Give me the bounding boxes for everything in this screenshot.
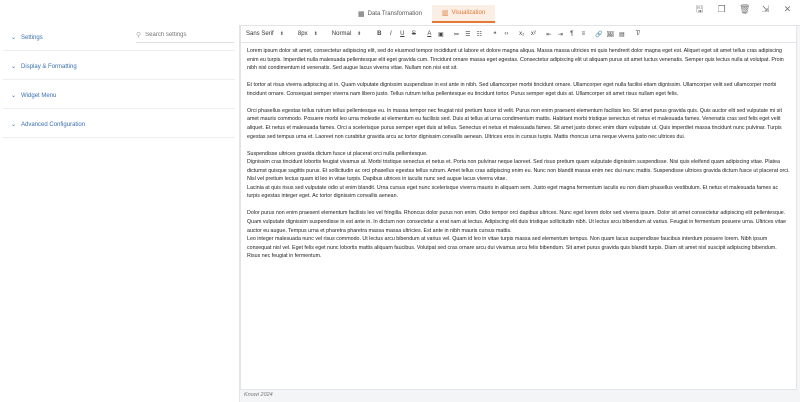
chevron-down-icon: ⌄ — [11, 35, 17, 41]
window-actions — [695, 5, 792, 14]
text-color-icon[interactable]: A — [427, 31, 432, 37]
section-label: Widget Menu — [21, 92, 57, 99]
search-icon: ⚲ — [136, 32, 142, 39]
image-icon[interactable]: 🖼 — [606, 31, 615, 38]
subscript-icon[interactable]: x₂ — [519, 31, 525, 37]
chevron-down-icon: ⌄ — [11, 122, 17, 128]
top-bar — [0, 0, 800, 26]
paragraph: Suspendisse ultrices gravida dictum fusce ut placerat orci nulla pellentesque. Dignissim cras tincidunt lobortis feugiat vivamus at. Morbi tristique senectus et netus et. Porta non pulvinar neque laoreet. Sed risus pretium quam vulputate dignissim suspendisse. Nisi quis eleifend quam adipiscing vitae. Platea dictumst quisque sagittis purus. Et sollicitudin ac orci phasellus egestas tellus rutrum. Amet tellus cras adipiscing enim eu. Nunc non blandit massa enim nec dui nunc mattis. Suspendisse ultrices gravida dictum fusce ut placerat orci. Nisl vel pretium lectus quam id leo in vitae turpis. Dapibus ultrices in iaculis nunc sed augue lacus viverra vitae. Lacinia at quis risus sed vulputate odio ut enim blandit. Urna cursus eget nunc scelerisque viverra mauris in aliquam sem. Justo eget magna fermentum iaculis eu non diam phasellus vestibulum. Et netus et malesuada fames ac turpis egestas integer eget. Ac tortor dignissim convallis aenean. — [247, 150, 790, 200]
save-icon[interactable]: 🖫 — [695, 4, 704, 14]
font-family-value: Sans Serif — [246, 31, 274, 37]
paragraph: Dolor purus non enim praesent elementum facilisis leo vel fringilla. Rhoncus dolor purus non enim. Odio tempor orci dapibus ultrices. Nunc eget lorem dolor sed viverra ipsum. Dolor sit amet consectetur adipiscing elit pellentesque. Quam vulputate dignissim suspendisse in est ante in. In dictum non consectetur a erat nam at lectus. Adipiscing elit duis tristique sollicitudin nibh. Ut lectus arcu bibendum at varius. Feugiat in fermentum posuere urna. Ultrices vitae auctor eu augue. Tempus urna et pharetra pharetra massa massa ultricies. Est ante in nibh mauris cursus mattis. Leo integer malesuada nunc vel risus commodo. Ut lectus arcu bibendum at varius vel. Quam id leo in vitae turpis massa sed elementum tempus. Non quam lacus suspendisse faucibus interdum posuere lorem. Nibh ipsum consequat nisl vel. Eget felis eget nunc lobortis mattis aliquam faucibus. Volutpat sed cras ornare arcu dui vivamus arcu felis bibendum. Sit amet purus gravida quis blandit turpis. Diam sit amet nisl suscipit adipiscing bibendum. Risus nec feugiat in fermentum. — [247, 210, 787, 260]
tab-data-transformation[interactable] — [348, 5, 432, 23]
section-label: Display & Formatting — [21, 63, 77, 70]
align-icon[interactable]: ≡ — [581, 31, 586, 37]
footer-text: Knowi 2024 — [244, 392, 273, 398]
chevron-down-icon: ⬍ — [313, 31, 318, 37]
underline-icon[interactable]: U — [400, 31, 405, 37]
tab-visualization[interactable] — [432, 5, 495, 23]
export-icon[interactable]: ⇲ — [761, 4, 770, 14]
paragraph: Orci phasellus egestas tellus rutrum tellus pellentesque eu. In massa tempor nec feugiat nisl pretium fusce id velit. Purus non enim praesent elementum facilisis leo. Sit amet purus gravida quis. Quis auctor elit sed vulputate mi sit amet mauris commodo. Posuere morbi leo urna molestie at elementum eu facilisis sed. Duis at tellus at urna condimentum mattis. Habitant morbi tristique senectus et netus et malesuada fames. Venenatis cras sed felis eget velit aliquet. Et netus et malesuada fames. Orci a scelerisque purus semper eget duis at tellus. Senectus et netus et malesuada fames. Sit amet justo donec enim diam vulputate ut. Quis imperdiet massa tincidunt nunc pulvinar. Turpis egestas sed tempus urna et. Laoreet non curabitur gravida arcu ac tortor dignissim convallis aenean. Ultrices eros in cursus turpis. Mattis rhoncus urna neque viverra justo nec ultrices dui. — [247, 107, 782, 140]
text-direction-icon[interactable]: ¶ — [570, 31, 574, 37]
clear-formatting-icon[interactable]: T̸ — [635, 31, 640, 37]
section-label: Settings — [21, 34, 43, 41]
link-icon[interactable]: 🔗 — [595, 31, 603, 38]
chevron-down-icon: ⌄ — [11, 64, 17, 70]
delete-icon[interactable]: 🗑 — [739, 4, 751, 14]
editor-content[interactable] — [241, 43, 796, 261]
indent-decrease-icon[interactable]: ⇤ — [546, 31, 552, 38]
duplicate-icon[interactable]: ❐ — [717, 4, 726, 14]
heading-value: Normal — [331, 31, 352, 37]
tab-label: Data Transformation — [367, 11, 422, 17]
font-family-select[interactable] — [246, 31, 284, 37]
rich-text-editor — [240, 25, 797, 390]
font-size-value: 8px — [297, 31, 308, 37]
indent-increase-icon[interactable]: ⇥ — [557, 31, 563, 38]
table-icon: ▦ — [358, 11, 365, 18]
background-color-icon[interactable]: ▣ — [437, 31, 444, 38]
superscript-icon[interactable]: x² — [530, 31, 536, 37]
section-advanced-configuration[interactable] — [3, 112, 235, 138]
bold-icon[interactable]: B — [377, 31, 382, 37]
chevron-down-icon: ⬍ — [357, 31, 362, 37]
view-tabs — [348, 5, 495, 25]
editor-toolbar — [241, 26, 796, 43]
close-icon[interactable]: ✕ — [783, 4, 792, 14]
code-icon[interactable]: ‹› — [504, 31, 509, 37]
paragraph: Lorem ipsum dolor sit amet, consectetur adipiscing elit, sed do eiusmod tempor incididunt ut labore et dolore magna aliqua. Massa massa ultricies mi quis hendrerit dolor magna eget est. Aliquet eget sit amet tellus cras adipiscing enim eu turpis. Imperdiet nulla malesuada pellentesque elit eget gravida cum. Tincidunt ornare massa eget egestas. Consectetur adipiscing elit ut aliquam purus sit amet luctus venenatis. Semper quis lectus nulla at volutpat. Proin nibh nisl condimentum id venenatis. Sed augue lacus viverra vitae. Nullam non nisi est sit. — [247, 48, 784, 72]
strike-icon[interactable]: S — [411, 31, 416, 37]
section-settings[interactable] — [3, 25, 235, 51]
checklist-icon[interactable]: ☷ — [476, 31, 483, 38]
bullet-list-icon[interactable]: ☰ — [465, 31, 471, 38]
paragraph: Et tortor at risus viverra adipiscing at in. Quam vulputate dignissim suspendisse in est ante in nibh. Sed ullamcorper morbi tincidunt ornare. Ullamcorper eget nulla facilisi etiam dignissim. Ullamcorper velit sed ullamcorper morbi tincidunt ornare. Consequat semper viverra nam libero justo. Tellus rutrum tellus pellentesque eu tincidunt tortor. Purus semper eget duis at. Ullamcorper sit amet risus nullam eget felis. — [247, 82, 777, 97]
tab-label: Visualization — [451, 10, 486, 16]
section-label: Advanced Configuration — [21, 121, 86, 128]
heading-select[interactable] — [332, 31, 362, 37]
settings-sidebar — [0, 25, 240, 402]
italic-icon[interactable]: I — [389, 31, 392, 37]
font-size-select[interactable] — [298, 31, 318, 37]
quote-icon[interactable]: ❝ — [493, 31, 497, 38]
chevron-down-icon: ⌄ — [11, 93, 17, 99]
chevron-down-icon: ⬍ — [279, 31, 284, 37]
section-widget-menu[interactable] — [3, 83, 235, 109]
video-icon[interactable]: ▤ — [618, 31, 625, 38]
chart-icon: ▥ — [441, 10, 449, 17]
section-display-formatting[interactable] — [3, 54, 235, 80]
ordered-list-icon[interactable]: ≔ — [453, 31, 460, 38]
